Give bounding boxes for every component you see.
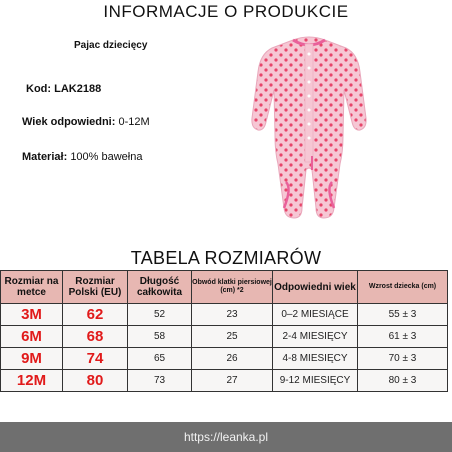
eu-size-cell: 68: [63, 326, 128, 348]
header-eu-size: Rozmiar Polski (EU): [63, 271, 128, 304]
product-code-value: LAK2188: [54, 83, 102, 95]
table-row: [1, 304, 448, 326]
suitable-age-label: Wiek odpowiedni:: [22, 116, 116, 128]
table-row: [1, 370, 448, 392]
product-name: Pajac dziecięcy: [74, 40, 148, 51]
product-code-label: Kod:: [26, 83, 52, 95]
age-cell: 2-4 MIESIĘCY: [273, 326, 358, 348]
footer-bar: [0, 422, 452, 452]
eu-size-cell: 74: [63, 348, 128, 370]
product-code: [26, 83, 101, 95]
header-age: Odpowiedni wiek: [273, 271, 358, 304]
chest-cell: 23: [192, 304, 273, 326]
table-row: [1, 348, 448, 370]
chest-cell: 26: [192, 348, 273, 370]
tag-size-cell: 6M: [1, 326, 63, 348]
suitable-age: [22, 116, 150, 128]
length-cell: 52: [128, 304, 192, 326]
height-cell: 80 ± 3: [358, 370, 448, 392]
eu-size-cell: 62: [63, 304, 128, 326]
page-title: INFORMACJE O PRODUKCIE: [103, 2, 349, 21]
website-link[interactable]: https://leanka.pl: [183, 430, 269, 444]
header-total-length: Długość całkowita: [128, 271, 192, 304]
height-cell: 55 ± 3: [358, 304, 448, 326]
tag-size-cell: 12M: [1, 370, 63, 392]
header-chest: Obwód klatki piersiowej (cm) *2: [192, 271, 273, 304]
chest-cell: 27: [192, 370, 273, 392]
eu-size-cell: 80: [63, 370, 128, 392]
baby-onesie-image: [248, 32, 370, 220]
size-table-header-row: [1, 271, 448, 304]
chest-cell: 25: [192, 326, 273, 348]
age-cell: 9-12 MIESIĘCY: [273, 370, 358, 392]
age-cell: 0–2 MIESIĄCE: [273, 304, 358, 326]
length-cell: 73: [128, 370, 192, 392]
height-cell: 61 ± 3: [358, 326, 448, 348]
suitable-age-value: 0-12M: [118, 116, 150, 128]
age-cell: 4-8 MIESIĘCY: [273, 348, 358, 370]
length-cell: 58: [128, 326, 192, 348]
material-label: Materiał:: [22, 151, 68, 163]
size-table: [0, 270, 448, 392]
length-cell: 65: [128, 348, 192, 370]
size-table-title: TABELA ROZMIARÓW: [130, 248, 322, 268]
header-tag-size: Rozmiar na metce: [1, 271, 63, 304]
height-cell: 70 ± 3: [358, 348, 448, 370]
material: [22, 151, 142, 163]
tag-size-cell: 3M: [1, 304, 63, 326]
material-value: 100% bawełna: [70, 151, 143, 163]
tag-size-cell: 9M: [1, 348, 63, 370]
header-height: Wzrost dziecka (cm): [358, 271, 448, 304]
table-row: [1, 326, 448, 348]
